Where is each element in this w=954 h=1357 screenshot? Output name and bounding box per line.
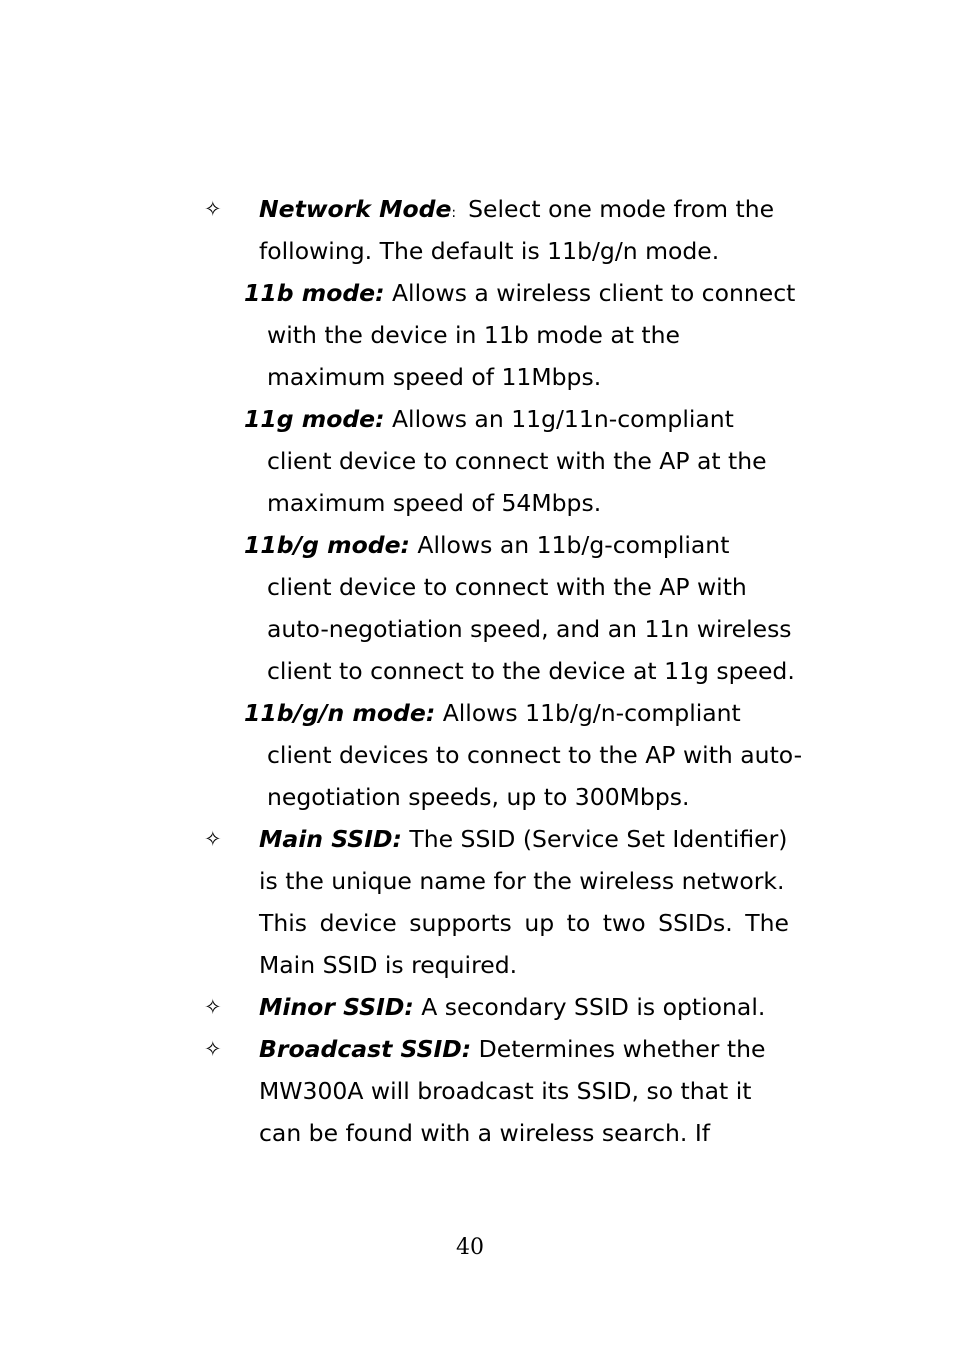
mode-entry <box>244 692 741 734</box>
text-line <box>0 944 954 986</box>
mode-entry <box>244 524 729 566</box>
separator: : <box>451 205 457 221</box>
bullet-text <box>259 1028 765 1070</box>
minor-ssid-term: Minor SSID: <box>259 993 414 1021</box>
bullet-star-icon: ✧ <box>204 1037 222 1061</box>
bullet-text <box>259 818 787 860</box>
11g-mode-term: 11g mode: <box>244 405 385 433</box>
text-line <box>0 398 954 440</box>
document-body <box>0 188 954 1154</box>
mode-entry <box>244 398 734 440</box>
text-line <box>0 776 954 818</box>
11bgn-mode-term: 11b/g/n mode: <box>244 699 436 727</box>
11b-mode-text: maximum speed of 11Mbps. <box>267 363 602 391</box>
bullet-line <box>0 188 954 230</box>
text-line <box>0 734 954 776</box>
11b-mode-text: Allows a wireless client to connect <box>391 279 796 307</box>
11b-mode-text: with the device in 11b mode at the <box>267 321 680 349</box>
bullet-star-icon: ✧ <box>204 827 222 851</box>
network-mode-text: Select one mode from the <box>468 195 775 223</box>
text-line <box>0 692 954 734</box>
bullet-text <box>259 188 774 234</box>
main-ssid-text: Main SSID is required. <box>259 951 518 979</box>
bullet-star-icon: ✧ <box>204 197 222 221</box>
text-line <box>0 356 954 398</box>
broadcast-ssid-text: MW300A will broadcast its SSID, so that it <box>259 1077 752 1105</box>
broadcast-ssid-term: Broadcast SSID: <box>259 1035 472 1063</box>
bullet-star-icon: ✧ <box>204 995 222 1019</box>
network-mode-text: following. The default is 11b/g/n mode. <box>259 237 720 265</box>
text-line <box>0 860 954 902</box>
11bg-mode-text: client device to connect with the AP with <box>267 573 747 601</box>
text-line <box>0 314 954 356</box>
text-line <box>0 1070 954 1112</box>
network-mode-term: Network Mode <box>259 195 452 223</box>
broadcast-ssid-text: can be found with a wireless search. If <box>259 1119 711 1147</box>
11bg-mode-text: client to connect to the device at 11g speed. <box>267 657 795 685</box>
text-line <box>0 650 954 692</box>
main-ssid-text: The SSID (Service Set Identifier) <box>409 825 788 853</box>
main-ssid-term: Main SSID: <box>259 825 402 853</box>
11bgn-mode-text: negotiation speeds, up to 300Mbps. <box>267 783 690 811</box>
bullet-line <box>0 986 954 1028</box>
broadcast-ssid-text: Determines whether the <box>478 1035 766 1063</box>
11g-mode-text: maximum speed of 54Mbps. <box>267 489 602 517</box>
11bg-mode-term: 11b/g mode: <box>244 531 410 559</box>
text-line <box>0 482 954 524</box>
11b-mode-term: 11b mode: <box>244 279 385 307</box>
11bg-mode-text: auto-negotiation speed, and an 11n wireless <box>267 615 792 643</box>
11bgn-mode-text: Allows 11b/g/n-compliant <box>442 699 741 727</box>
11bg-mode-text: Allows an 11b/g-compliant <box>417 531 730 559</box>
bullet-text <box>259 986 765 1028</box>
minor-ssid-text: A secondary SSID is optional. <box>421 993 766 1021</box>
bullet-line <box>0 1028 954 1070</box>
text-line <box>0 566 954 608</box>
main-ssid-text: This device supports up to two SSIDs. The <box>259 909 789 937</box>
mode-entry <box>244 272 795 314</box>
text-line <box>0 902 954 944</box>
main-ssid-text: is the unique name for the wireless network. <box>259 867 785 895</box>
text-line <box>0 440 954 482</box>
page-number: 40 <box>456 1235 484 1260</box>
11g-mode-text: Allows an 11g/11n-compliant <box>391 405 734 433</box>
11bgn-mode-text: client devices to connect to the AP with auto- <box>267 741 803 769</box>
11g-mode-text: client device to connect with the AP at the <box>267 447 767 475</box>
text-line <box>0 1112 954 1154</box>
text-line <box>0 230 954 272</box>
text-line <box>0 524 954 566</box>
bullet-line <box>0 818 954 860</box>
text-line <box>0 608 954 650</box>
text-line <box>0 272 954 314</box>
